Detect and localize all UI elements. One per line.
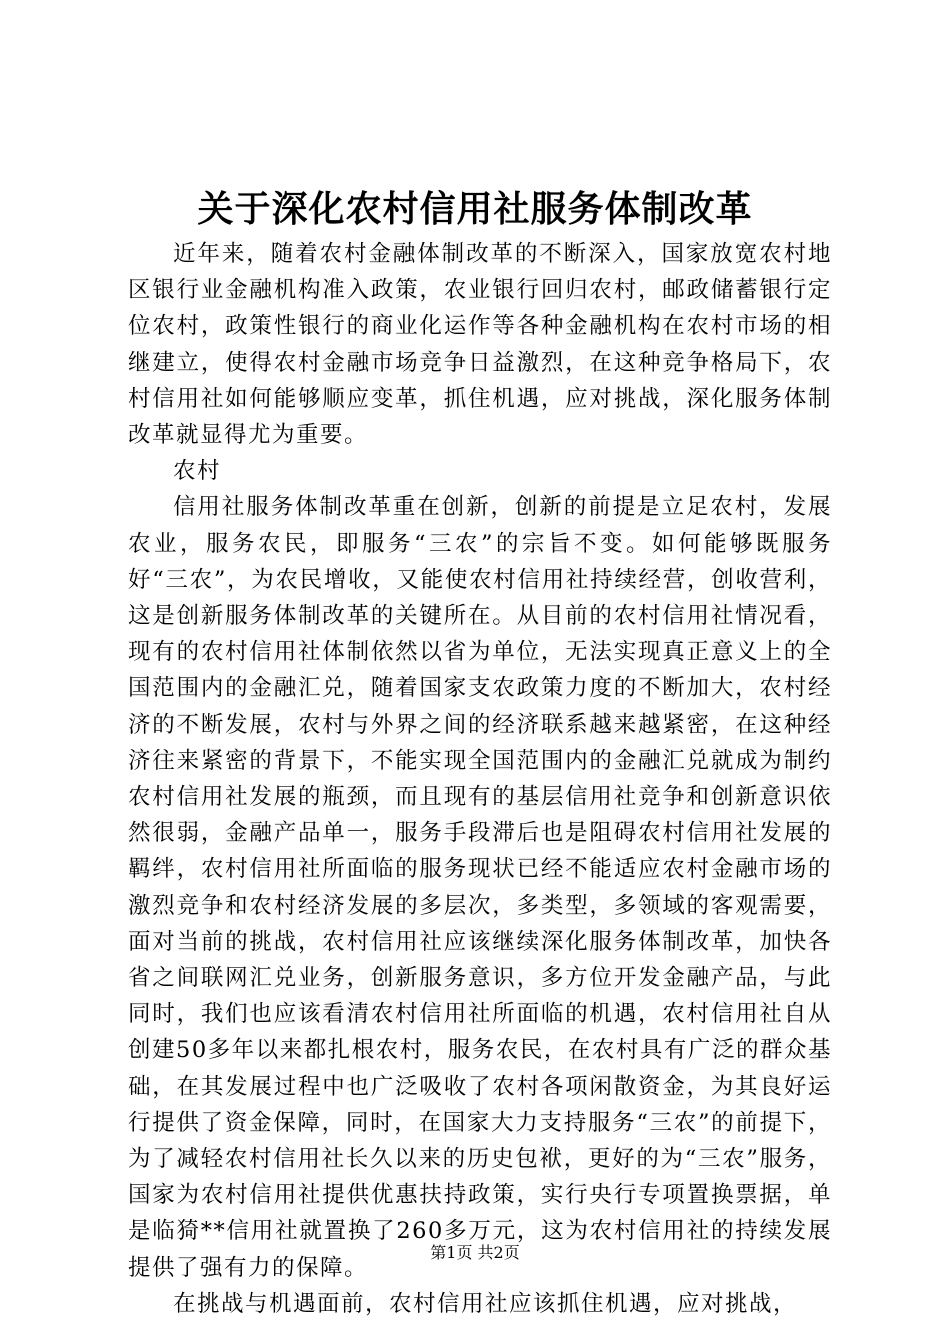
paragraph-continuation: 在挑战与机遇面前，农村信用社应该抓住机遇，应对挑战， (173, 1290, 798, 1317)
paragraph-intro: 近年来，随着农村金融体制改革的不断深入，国家放宽农村地区银行业金融机构准入政策，农业银行回归农村，邮政储蓄银行定位农村，政策性银行的商业化运作等各种金融机构在农村市场的相继建立，使得农村金融市场竞争日益激烈，在这种竞争格局下，农村信用社如何能够顺应变革，抓住机遇，应对挑战，深化服务体制改革就显得尤为重要。 (128, 241, 832, 449)
document-title: 关于深化农村信用社服务体制改革 (197, 188, 753, 230)
paragraph-heading-fragment: 农村 (173, 458, 222, 485)
paragraph-main: 信用社服务体制改革重在创新，创新的前提是立足农村，发展农业，服务农民，即服务“三农”的宗旨不变。如何能够既服务好“三农”，为农民增收，又能使农村信用社持续经营，创收营利，这是创新服务体制改革的关键所在。从目前的农村信用社情况看，现有的农村信用社体制依然以省为单位，无法实现真正意义上的全国范围内的金融汇兑，随着国家支农政策力度的不断加大，农村经济的不断发展，农村与外界之间的经济联系越来越紧密，在这种经济往来紧密的背景下，不能实现全国范围内的金融汇兑就成为制约农村信用社发展的瓶颈，而且现有的基层信用社竞争和创新意识依然很弱，金融产品单一，服务手段滞后也是阻碍农村信用社发展的羁绊，农村信用社所面临的服务现状已经不能适应农村金融市场的激烈竞争和农村经济发展的多层次，多类型，多领域的客观需要，面对当前的挑战，农村信用社应该继续深化服务体制改革，加快各省之间联网汇兑业务，创新服务意识，多方位开发金融产品，与此同时，我们也应该看清农村信用社所面临的机遇，农村信用社自从创建50多年以来都扎根农村，服务农民，在农村具有广泛的群众基础，在其发展过程中也广泛吸收了农村各项闲散资金，为其良好运行提供了资金保障，同时，在国家大力支持服务“三农”的前提下，为了减轻农村信用社长久以来的历史包袱，更好的为“三农”服务，国家为农村信用社提供优惠扶持政策，实行央行专项置换票据，单是临猗**信用社就置换了260多万元，这为农村信用社的持续发展提供了强有力的保障。 (128, 494, 832, 1281)
document-body (128, 236, 832, 1322)
page-footer: 第1页 共2页 (430, 1243, 520, 1262)
